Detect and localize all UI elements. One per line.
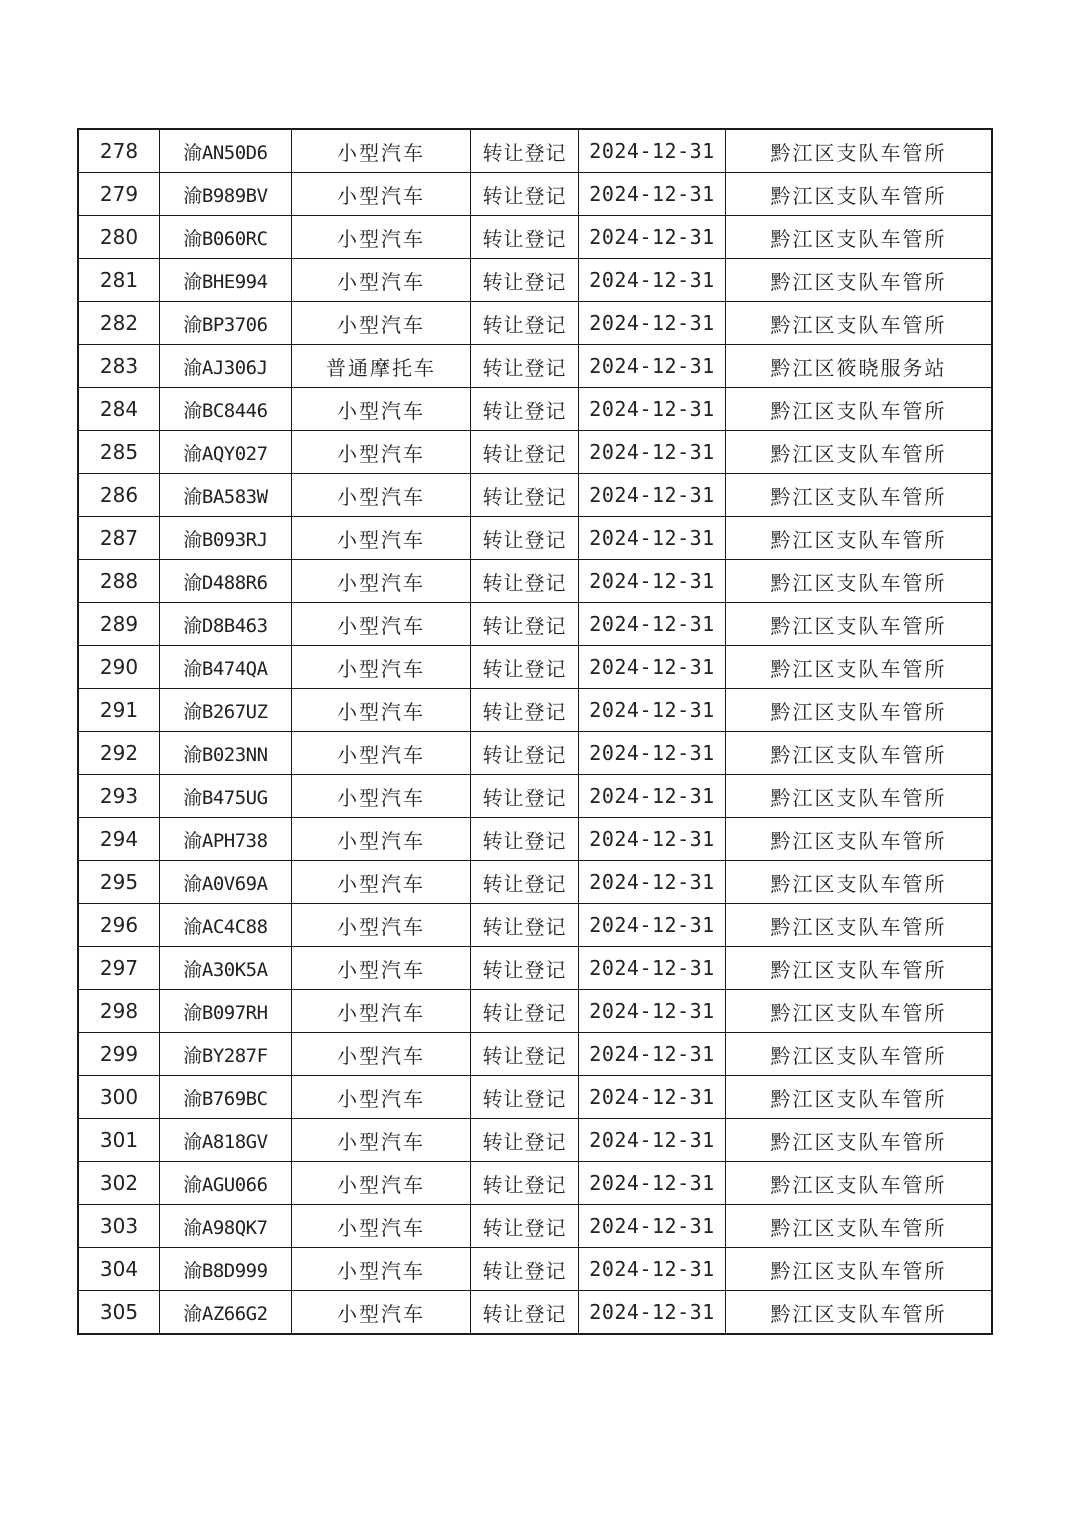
table-row xyxy=(78,388,992,431)
business-type-cell: 转让登记 xyxy=(471,1291,579,1335)
table-row xyxy=(78,1076,992,1119)
date-cell: 2024-12-31 xyxy=(579,861,726,904)
row-number-cell: 292 xyxy=(78,732,160,775)
vehicle-type-cell: 小型汽车 xyxy=(292,1205,471,1248)
office-cell: 黔江区支队车管所 xyxy=(726,302,993,345)
table-row xyxy=(78,474,992,517)
plate-number-cell: 渝AJ306J xyxy=(160,345,292,388)
date-cell: 2024-12-31 xyxy=(579,517,726,560)
business-type-cell: 转让登记 xyxy=(471,345,579,388)
business-type-cell: 转让登记 xyxy=(471,904,579,947)
business-type-cell: 转让登记 xyxy=(471,517,579,560)
table-row xyxy=(78,259,992,302)
row-number-cell: 302 xyxy=(78,1162,160,1205)
office-cell: 黔江区支队车管所 xyxy=(726,861,993,904)
plate-number-cell: 渝BY287F xyxy=(160,1033,292,1076)
row-number-cell: 301 xyxy=(78,1119,160,1162)
date-cell: 2024-12-31 xyxy=(579,388,726,431)
date-cell: 2024-12-31 xyxy=(579,904,726,947)
table-row xyxy=(78,560,992,603)
office-cell: 黔江区支队车管所 xyxy=(726,1248,993,1291)
plate-number-cell: 渝B989BV xyxy=(160,173,292,216)
table-row xyxy=(78,517,992,560)
plate-number-cell: 渝AGU066 xyxy=(160,1162,292,1205)
date-cell: 2024-12-31 xyxy=(579,603,726,646)
table-row xyxy=(78,861,992,904)
row-number-cell: 294 xyxy=(78,818,160,861)
business-type-cell: 转让登记 xyxy=(471,818,579,861)
plate-number-cell: 渝B475UG xyxy=(160,775,292,818)
plate-number-cell: 渝B093RJ xyxy=(160,517,292,560)
business-type-cell: 转让登记 xyxy=(471,990,579,1033)
plate-number-cell: 渝B8D999 xyxy=(160,1248,292,1291)
business-type-cell: 转让登记 xyxy=(471,775,579,818)
plate-number-cell: 渝BA583W xyxy=(160,474,292,517)
vehicle-type-cell: 小型汽车 xyxy=(292,388,471,431)
table-row xyxy=(78,689,992,732)
office-cell: 黔江区支队车管所 xyxy=(726,904,993,947)
vehicle-type-cell: 小型汽车 xyxy=(292,173,471,216)
row-number-cell: 303 xyxy=(78,1205,160,1248)
table-row xyxy=(78,818,992,861)
date-cell: 2024-12-31 xyxy=(579,1119,726,1162)
date-cell: 2024-12-31 xyxy=(579,1205,726,1248)
office-cell: 黔江区支队车管所 xyxy=(726,689,993,732)
vehicle-type-cell: 小型汽车 xyxy=(292,560,471,603)
vehicle-type-cell: 小型汽车 xyxy=(292,431,471,474)
date-cell: 2024-12-31 xyxy=(579,1248,726,1291)
date-cell: 2024-12-31 xyxy=(579,689,726,732)
table-row xyxy=(78,431,992,474)
plate-number-cell: 渝A98QK7 xyxy=(160,1205,292,1248)
office-cell: 黔江区支队车管所 xyxy=(726,775,993,818)
table-row xyxy=(78,1162,992,1205)
date-cell: 2024-12-31 xyxy=(579,173,726,216)
office-cell: 黔江区支队车管所 xyxy=(726,560,993,603)
plate-number-cell: 渝AC4C88 xyxy=(160,904,292,947)
plate-number-cell: 渝BC8446 xyxy=(160,388,292,431)
business-type-cell: 转让登记 xyxy=(471,947,579,990)
row-number-cell: 288 xyxy=(78,560,160,603)
vehicle-type-cell: 小型汽车 xyxy=(292,1076,471,1119)
row-number-cell: 305 xyxy=(78,1291,160,1335)
date-cell: 2024-12-31 xyxy=(579,732,726,775)
business-type-cell: 转让登记 xyxy=(471,603,579,646)
office-cell: 黔江区支队车管所 xyxy=(726,1076,993,1119)
date-cell: 2024-12-31 xyxy=(579,345,726,388)
date-cell: 2024-12-31 xyxy=(579,1033,726,1076)
vehicle-type-cell: 小型汽车 xyxy=(292,216,471,259)
vehicle-type-cell: 小型汽车 xyxy=(292,1248,471,1291)
table-row xyxy=(78,345,992,388)
business-type-cell: 转让登记 xyxy=(471,216,579,259)
row-number-cell: 285 xyxy=(78,431,160,474)
business-type-cell: 转让登记 xyxy=(471,388,579,431)
business-type-cell: 转让登记 xyxy=(471,302,579,345)
office-cell: 黔江区支队车管所 xyxy=(726,1205,993,1248)
row-number-cell: 300 xyxy=(78,1076,160,1119)
office-cell: 黔江区支队车管所 xyxy=(726,216,993,259)
table-row xyxy=(78,173,992,216)
row-number-cell: 280 xyxy=(78,216,160,259)
plate-number-cell: 渝A818GV xyxy=(160,1119,292,1162)
business-type-cell: 转让登记 xyxy=(471,431,579,474)
date-cell: 2024-12-31 xyxy=(579,129,726,173)
vehicle-type-cell: 小型汽车 xyxy=(292,1162,471,1205)
table-body xyxy=(78,129,992,1334)
date-cell: 2024-12-31 xyxy=(579,560,726,603)
office-cell: 黔江区支队车管所 xyxy=(726,1291,993,1335)
business-type-cell: 转让登记 xyxy=(471,259,579,302)
row-number-cell: 295 xyxy=(78,861,160,904)
table-row xyxy=(78,1291,992,1335)
date-cell: 2024-12-31 xyxy=(579,1291,726,1335)
row-number-cell: 282 xyxy=(78,302,160,345)
office-cell: 黔江区支队车管所 xyxy=(726,947,993,990)
plate-number-cell: 渝B267UZ xyxy=(160,689,292,732)
vehicle-type-cell: 小型汽车 xyxy=(292,947,471,990)
plate-number-cell: 渝D8B463 xyxy=(160,603,292,646)
office-cell: 黔江区支队车管所 xyxy=(726,1119,993,1162)
business-type-cell: 转让登记 xyxy=(471,129,579,173)
date-cell: 2024-12-31 xyxy=(579,646,726,689)
business-type-cell: 转让登记 xyxy=(471,560,579,603)
row-number-cell: 298 xyxy=(78,990,160,1033)
table-row xyxy=(78,603,992,646)
plate-number-cell: 渝A30K5A xyxy=(160,947,292,990)
business-type-cell: 转让登记 xyxy=(471,732,579,775)
office-cell: 黔江区支队车管所 xyxy=(726,517,993,560)
table-row xyxy=(78,947,992,990)
row-number-cell: 304 xyxy=(78,1248,160,1291)
vehicle-type-cell: 小型汽车 xyxy=(292,904,471,947)
row-number-cell: 284 xyxy=(78,388,160,431)
business-type-cell: 转让登记 xyxy=(471,861,579,904)
business-type-cell: 转让登记 xyxy=(471,474,579,517)
table-row xyxy=(78,732,992,775)
vehicle-type-cell: 小型汽车 xyxy=(292,1119,471,1162)
office-cell: 黔江区支队车管所 xyxy=(726,1033,993,1076)
vehicle-type-cell: 小型汽车 xyxy=(292,517,471,560)
table-row xyxy=(78,1205,992,1248)
vehicle-type-cell: 小型汽车 xyxy=(292,732,471,775)
row-number-cell: 281 xyxy=(78,259,160,302)
plate-number-cell: 渝AQY027 xyxy=(160,431,292,474)
vehicle-type-cell: 小型汽车 xyxy=(292,818,471,861)
vehicle-type-cell: 小型汽车 xyxy=(292,474,471,517)
business-type-cell: 转让登记 xyxy=(471,1162,579,1205)
vehicle-type-cell: 小型汽车 xyxy=(292,1033,471,1076)
vehicle-type-cell: 小型汽车 xyxy=(292,1291,471,1335)
office-cell: 黔江区支队车管所 xyxy=(726,259,993,302)
date-cell: 2024-12-31 xyxy=(579,302,726,345)
plate-number-cell: 渝APH738 xyxy=(160,818,292,861)
plate-number-cell: 渝AZ66G2 xyxy=(160,1291,292,1335)
vehicle-type-cell: 小型汽车 xyxy=(292,990,471,1033)
office-cell: 黔江区支队车管所 xyxy=(726,129,993,173)
row-number-cell: 278 xyxy=(78,129,160,173)
date-cell: 2024-12-31 xyxy=(579,1162,726,1205)
table-row xyxy=(78,990,992,1033)
row-number-cell: 296 xyxy=(78,904,160,947)
office-cell: 黔江区支队车管所 xyxy=(726,388,993,431)
vehicle-type-cell: 小型汽车 xyxy=(292,603,471,646)
vehicle-type-cell: 小型汽车 xyxy=(292,302,471,345)
table-row xyxy=(78,646,992,689)
table-row xyxy=(78,1119,992,1162)
plate-number-cell: 渝BHE994 xyxy=(160,259,292,302)
office-cell: 黔江区支队车管所 xyxy=(726,603,993,646)
plate-number-cell: 渝B097RH xyxy=(160,990,292,1033)
table-row xyxy=(78,1248,992,1291)
office-cell: 黔江区支队车管所 xyxy=(726,474,993,517)
row-number-cell: 283 xyxy=(78,345,160,388)
plate-number-cell: 渝D488R6 xyxy=(160,560,292,603)
office-cell: 黔江区筱晓服务站 xyxy=(726,345,993,388)
business-type-cell: 转让登记 xyxy=(471,173,579,216)
office-cell: 黔江区支队车管所 xyxy=(726,431,993,474)
vehicle-type-cell: 小型汽车 xyxy=(292,689,471,732)
table-row xyxy=(78,216,992,259)
office-cell: 黔江区支队车管所 xyxy=(726,173,993,216)
table-row xyxy=(78,129,992,173)
row-number-cell: 289 xyxy=(78,603,160,646)
row-number-cell: 293 xyxy=(78,775,160,818)
date-cell: 2024-12-31 xyxy=(579,990,726,1033)
date-cell: 2024-12-31 xyxy=(579,431,726,474)
plate-number-cell: 渝A0V69A xyxy=(160,861,292,904)
row-number-cell: 291 xyxy=(78,689,160,732)
date-cell: 2024-12-31 xyxy=(579,818,726,861)
plate-number-cell: 渝B023NN xyxy=(160,732,292,775)
office-cell: 黔江区支队车管所 xyxy=(726,646,993,689)
table-row xyxy=(78,1033,992,1076)
plate-number-cell: 渝B769BC xyxy=(160,1076,292,1119)
row-number-cell: 299 xyxy=(78,1033,160,1076)
date-cell: 2024-12-31 xyxy=(579,259,726,302)
office-cell: 黔江区支队车管所 xyxy=(726,1162,993,1205)
vehicle-type-cell: 小型汽车 xyxy=(292,129,471,173)
office-cell: 黔江区支队车管所 xyxy=(726,990,993,1033)
date-cell: 2024-12-31 xyxy=(579,775,726,818)
row-number-cell: 279 xyxy=(78,173,160,216)
table-row xyxy=(78,302,992,345)
vehicle-type-cell: 普通摩托车 xyxy=(292,345,471,388)
vehicle-type-cell: 小型汽车 xyxy=(292,646,471,689)
office-cell: 黔江区支队车管所 xyxy=(726,818,993,861)
row-number-cell: 290 xyxy=(78,646,160,689)
table-row xyxy=(78,904,992,947)
vehicle-transfer-table xyxy=(77,128,993,1335)
business-type-cell: 转让登记 xyxy=(471,1248,579,1291)
business-type-cell: 转让登记 xyxy=(471,646,579,689)
row-number-cell: 286 xyxy=(78,474,160,517)
vehicle-type-cell: 小型汽车 xyxy=(292,259,471,302)
plate-number-cell: 渝BP3706 xyxy=(160,302,292,345)
date-cell: 2024-12-31 xyxy=(579,947,726,990)
plate-number-cell: 渝B060RC xyxy=(160,216,292,259)
business-type-cell: 转让登记 xyxy=(471,1119,579,1162)
plate-number-cell: 渝B474QA xyxy=(160,646,292,689)
plate-number-cell: 渝AN50D6 xyxy=(160,129,292,173)
vehicle-type-cell: 小型汽车 xyxy=(292,861,471,904)
business-type-cell: 转让登记 xyxy=(471,689,579,732)
date-cell: 2024-12-31 xyxy=(579,216,726,259)
business-type-cell: 转让登记 xyxy=(471,1076,579,1119)
business-type-cell: 转让登记 xyxy=(471,1205,579,1248)
table-row xyxy=(78,775,992,818)
date-cell: 2024-12-31 xyxy=(579,474,726,517)
date-cell: 2024-12-31 xyxy=(579,1076,726,1119)
business-type-cell: 转让登记 xyxy=(471,1033,579,1076)
vehicle-type-cell: 小型汽车 xyxy=(292,775,471,818)
office-cell: 黔江区支队车管所 xyxy=(726,732,993,775)
row-number-cell: 297 xyxy=(78,947,160,990)
row-number-cell: 287 xyxy=(78,517,160,560)
